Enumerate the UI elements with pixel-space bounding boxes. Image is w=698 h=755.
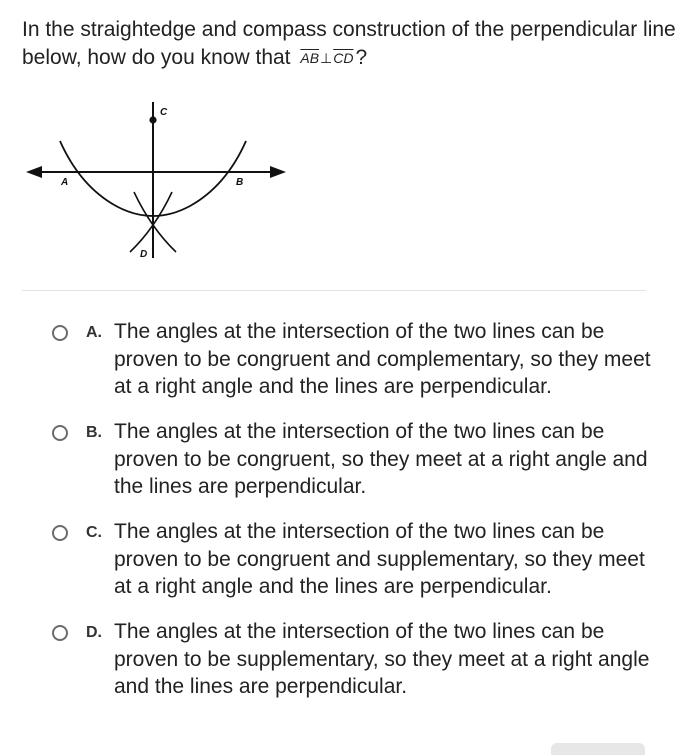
- choice-letter-c: C.: [86, 524, 102, 541]
- choice-text-c: The angles at the intersection of the two lines can be proven to be congruent and supplementary, so they meet at a right angle and the lines are perpendicular.: [114, 520, 645, 598]
- section-divider: [22, 290, 646, 291]
- choice-d[interactable]: [0, 618, 698, 718]
- radio-button-c[interactable]: [52, 525, 68, 541]
- radio-button-d[interactable]: [52, 625, 68, 641]
- choice-letter-d: D.: [86, 624, 102, 641]
- label-a: A: [61, 177, 69, 188]
- segment-cd: $\overline{CD}$: [333, 50, 354, 66]
- arrow-left-icon: [26, 166, 42, 178]
- point-c: [149, 116, 156, 123]
- segment-ab: $\overline{AB}$: [300, 50, 320, 66]
- choice-letter-a: A.: [86, 324, 102, 341]
- bottom-tab: [551, 743, 645, 755]
- answer-choices: [0, 318, 698, 718]
- arrow-right-icon: [270, 166, 286, 178]
- question-mark: ?: [355, 46, 368, 69]
- question-prompt: [22, 16, 682, 72]
- choice-text-a: The angles at the intersection of the two lines can be proven to be congruent and complementary, so they meet at a right angle and the lines are perpendicular.: [114, 320, 651, 398]
- label-b: B: [236, 177, 244, 188]
- construction-diagram: [20, 96, 290, 266]
- label-c: C: [160, 107, 168, 118]
- choice-text-b: The angles at the intersection of the two lines can be proven to be congruent, so they meet at a right angle and the lines are perpendicular.: [114, 420, 648, 498]
- question-text: In the straightedge and compass construction of the perpendicular line below, how do you know that: [22, 18, 676, 69]
- label-d: D: [140, 249, 148, 260]
- choice-a[interactable]: [0, 318, 698, 418]
- choice-b[interactable]: [0, 418, 698, 518]
- perpendicular-symbol: ⊥: [320, 50, 333, 66]
- choice-letter-b: B.: [86, 424, 102, 441]
- choice-text-d: The angles at the intersection of the two lines can be proven to be supplementary, so they meet at a right angle and the lines are perpendicular.: [114, 620, 650, 698]
- construction-figure: [20, 96, 290, 266]
- choice-c[interactable]: [0, 518, 698, 618]
- radio-button-a[interactable]: [52, 325, 68, 341]
- perpendicular-notation: [300, 44, 353, 72]
- radio-button-b[interactable]: [52, 425, 68, 441]
